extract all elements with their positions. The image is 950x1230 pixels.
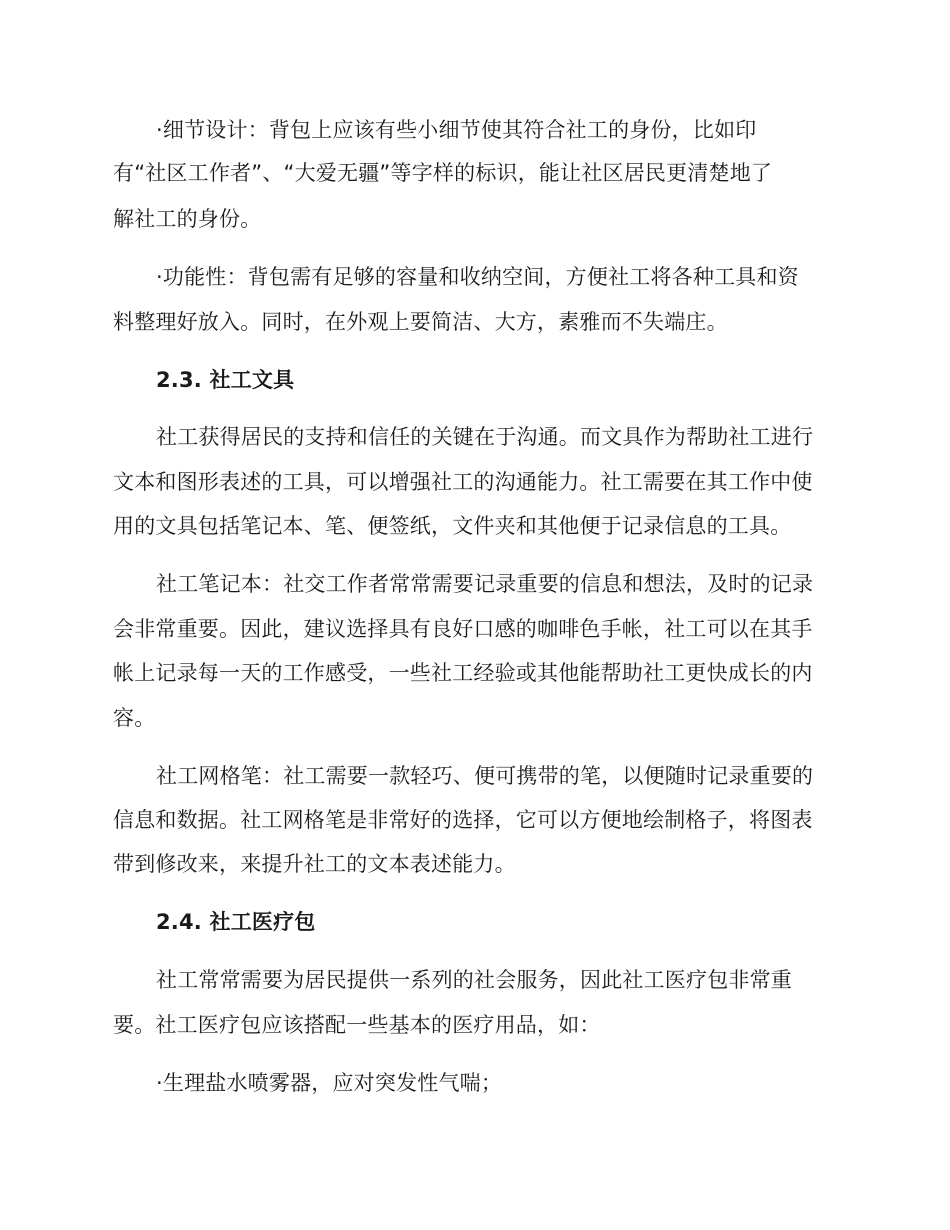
paragraph-detail-design-line-3: 解社工的身份。 [113,207,262,231]
paragraph-functionality-line-2: 料整理好放入。同时，在外观上要简洁、大方，素雅而不失端庄。 [113,310,728,334]
section-heading-2-4: 2.4. 社工医疗包 [156,910,316,934]
paragraph-detail-design-line-1: ·细节设计：背包上应该有些小细节使其符合社工的身份，比如印 [156,118,757,142]
paragraph-grid-pen-line-1: 社工网格笔：社工需要一款轻巧、便可携带的笔，以便随时记录重要的 [156,764,814,788]
paragraph-functionality-line-1: ·功能性：背包需有足够的容量和收纳空间，方便社工将各种工具和资 [156,265,799,289]
paragraph-notebook-line-4: 容。 [113,706,156,730]
paragraph-stationery-intro-line-2: 文本和图形表述的工具，可以增强社工的沟通能力。社工需要在其工作中使 [113,470,813,494]
paragraph-detail-design-line-2: 有“社区工作者”、“大爱无疆”等字样的标识，能让社区居民更清楚地了 [113,161,773,185]
paragraph-notebook-line-3: 帐上记录每一天的工作感受，一些社工经验或其他能帮助社工更快成长的内 [113,661,813,685]
section-heading-2-3: 2.3. 社工文具 [156,368,295,392]
list-item-saline-spray: ·生理盐水喷雾器，应对突发性气喘； [156,1071,503,1095]
paragraph-medical-intro-line-2: 要。社工医疗包应该搭配一些基本的医疗用品，如： [113,1013,601,1037]
paragraph-grid-pen-line-2: 信息和数据。社工网格笔是非常好的选择，它可以方便地绘制格子，将图表 [113,808,813,832]
paragraph-notebook-line-2: 会非常重要。因此，建议选择具有良好口感的咖啡色手帐，社工可以在其手 [113,617,813,641]
paragraph-notebook-line-1: 社工笔记本：社交工作者常常需要记录重要的信息和想法，及时的记录 [156,572,814,596]
paragraph-medical-intro-line-1: 社工常常需要为居民提供一系列的社会服务，因此社工医疗包非常重 [156,968,792,992]
paragraph-stationery-intro-line-1: 社工获得居民的支持和信任的关键在于沟通。而文具作为帮助社工进行 [156,425,814,449]
paragraph-stationery-intro-line-3: 用的文具包括笔记本、笔、便签纸，文件夹和其他便于记录信息的工具。 [113,514,792,538]
paragraph-grid-pen-line-3: 带到修改来，来提升社工的文本表述能力。 [113,852,516,876]
